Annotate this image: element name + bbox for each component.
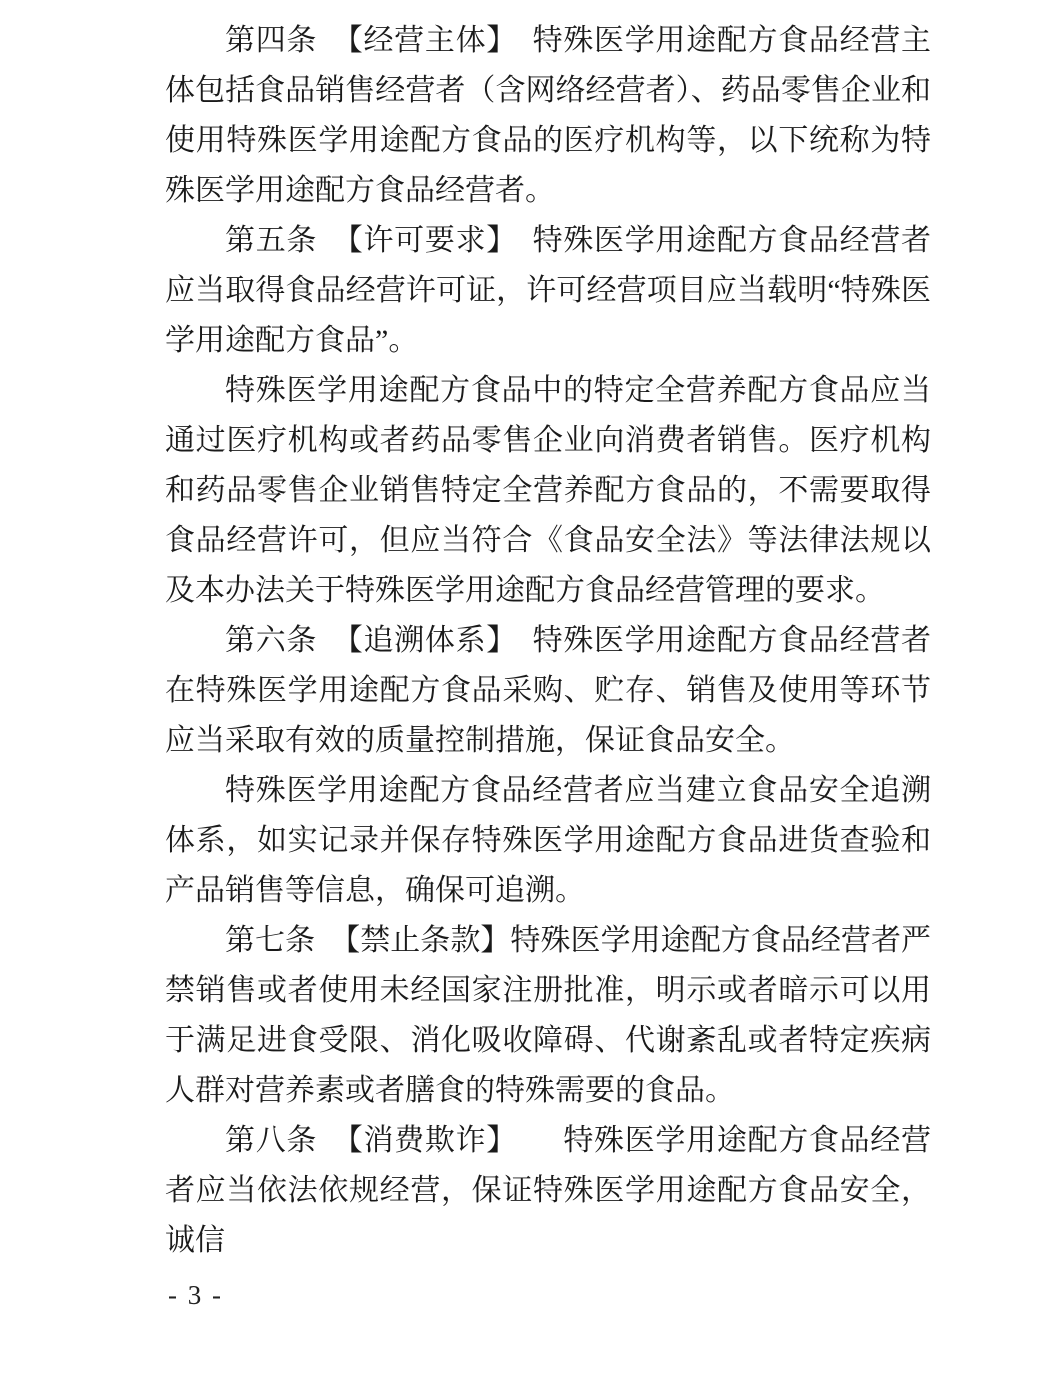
article-7: 第七条 【禁止条款】特殊医学用途配方食品经营者严禁销售或者使用未经国家注册批准，明示或者暗示可以用于满足进食受限、消化吸收障碍、代谢紊乱或者特定疾病人群对营养素或者膳食的特殊需要的食品。: [165, 924, 931, 1107]
article-6: 第六条 【追溯体系】 特殊医学用途配方食品经营者在特殊医学用途配方食品采购、贮存、销售及使用等环节应当采取有效的质量控制措施，保证食品安全。: [165, 624, 931, 757]
article-5-supplement: 特殊医学用途配方食品中的特定全营养配方食品应当通过医疗机构或者药品零售企业向消费者销售。医疗机构和药品零售企业销售特定全营养配方食品的，不需要取得食品经营许可，但应当符合《食品安全法》等法律法规以及本办法关于特殊医学用途配方食品经营管理的要求。: [165, 374, 931, 607]
article-6-supplement: 特殊医学用途配方食品经营者应当建立食品安全追溯体系，如实记录并保存特殊医学用途配方食品进货查验和产品销售等信息，确保可追溯。: [165, 774, 931, 907]
article-4: 第四条 【经营主体】 特殊医学用途配方食品经营主体包括食品销售经营者（含网络经营者）、药品零售企业和使用特殊医学用途配方食品的医疗机构等，以下统称为特殊医学用途配方食品经营者。: [165, 24, 931, 207]
document-body: [165, 16, 931, 1266]
article-5: 第五条 【许可要求】 特殊医学用途配方食品经营者应当取得食品经营许可证，许可经营项目应当载明“特殊医学用途配方食品”。: [165, 224, 931, 357]
page-number: - 3 -: [168, 1280, 223, 1310]
article-8: 第八条 【消费欺诈】 特殊医学用途配方食品经营者应当依法依规经营，保证特殊医学用途配方食品安全，诚信: [165, 1124, 931, 1257]
